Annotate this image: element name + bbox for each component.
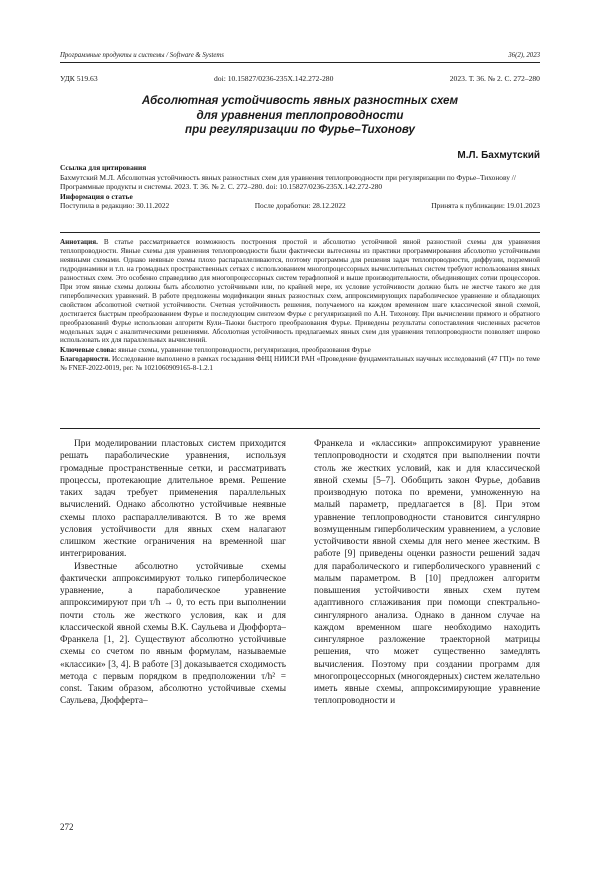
page-number: 272 [60,822,74,832]
journal-issue: 36(2), 2023 [508,52,540,59]
article-title [60,94,540,138]
article-info-heading: Информация о статье [60,191,133,201]
running-head [60,52,540,59]
header-rule [60,62,540,63]
doi: doi: 10.15827/0236-235X.142.272-280 [214,74,334,83]
body-column-left [60,438,286,708]
article-meta [60,74,540,83]
acknowledgements-text: Исследование выполнено в рамках госзадания ФНЦ НИИСИ РАН «Проведение фундаментальных научных исследований (47 ГП)» по теме № FNEF-2022-0019, рег. № 1021060909165-8-1.2.1 [60,355,540,373]
citation-text: Бахмутский М.Л. Абсолютная устойчивость явных разностных схем для уравнения теплопроводности при регуляризации по Фурье–Тихонову // Программные продукты и системы. 2023. Т. 36. № 2. С. 272–280. doi: 10.15827/0236-235X.142.272-280 [60,172,516,192]
title-line: Абсолютная устойчивость явных разностных схем [141,94,459,107]
received-date: Поступила в редакцию: 30.11.2022 [60,201,170,211]
issue-pages: 2023. Т. 36. № 2. С. 272–280 [449,74,540,83]
body-paragraph: Известные абсолютно устойчивые схемы фактически аппроксимируют только гиперболическое уравнение, а параболическое уравнение аппроксимируют при τ/h → 0, то есть при выполнении почти столь же жесткого условия, как и для классической явной схемы В.К. Саульева и Дюффорта–Франкела [1, 2]. Существуют абсолютно устойчивые схемы со счетом по явным формулам, называемые «классики» [3, 4]. В работе [3] доказывается сходимость метода с первым порядком в предположении τ/h² = const. Таким образом, абсолютно устойчивые схемы Саульева, Дюфферта– [60,561,286,707]
abstract-bottom-rule [60,428,540,429]
title-line: для уравнения теплопроводности [196,108,404,122]
abstract-block [60,238,540,373]
journal-page [60,0,540,870]
abstract-top-rule [60,232,540,233]
keywords-label: Ключевые слова: [60,346,117,355]
title-line: при регуляризации по Фурье–Тихонову [185,123,415,136]
article-dates [60,201,540,211]
udk-code: УДК 519.63 [60,74,98,83]
abstract-paragraph [60,238,540,345]
citation-heading: Ссылка для цитирования [60,163,147,172]
acknowledgements-line [60,355,540,373]
revised-date: После доработки: 28.12.2022 [254,201,346,211]
keywords-text: явные схемы, уравнение теплопроводности, регуляризация, преобразования Фурье [118,346,371,355]
citation-block [60,163,540,211]
body-paragraph: Франкела и «классики» аппроксимируют уравнение теплопроводности и сходятся при выполнении почти столь же жестких условий, как и для классической явной схемы [5–7]. Обобщить закон Фурье, добавив производную потока по времени, умноженную на малый параметр, предлагается в [8]. При этом уравнение теплопроводности становится сингулярно возмущенным гиперболическим уравнением, а условие устойчивости явной схемы для него менее жестким. В работе [9] приведены оценки разности решений задач для параболического и гиперболического уравнений с малым параметром. В [10] предложен алгоритм повышения устойчивости явных схем путем адаптивного сглаживания при помощи спектрально-сингулярного анализа. Однако в данном случае на каждом временном шаге необходимо находить сингулярное разложение траекторной матрицы решения, что может существенно замедлять вычисления. Поэтому при создании программ для многопроцессорных (многоядерных) систем желательно иметь явные схемы, аппроксимирующие уравнение теплопроводности и [314,439,540,707]
abstract-label: Аннотация. [60,238,98,246]
keywords-line [60,346,540,355]
abstract-text: В статье рассматривается возможность построения простой и абсолютно устойчивой явной разностной схемы для уравнения теплопроводности. Явные схемы для уравнения теплопроводности были фактически вытеснены из практики программирования абсолютно устойчивыми неявными схемами. Однако неявные схемы плохо распараллеливаются, поэтому программы для решения задач теплопроводности, диффузии, подземной гидродинамики и т.п. на громадных пространственных сетках с использованием многопроцессорных вычислительных систем требуют использования явных разностных схем. Это особенно справедливо для многопроцессорных систем терафлопной и выше производительности, объединяющих сотни процессоров. При этом явные схемы должны быть абсолютно устойчивыми или, по крайней мере, их условие устойчивости должно быть не жестче такого же для гиперболических уравнений. В работе предложены модификации явных разностных схем, аппроксимирующих параболическое уравнение и обладающих свойством абсолютной счетной устойчивости. Счетная устойчивость решения, получаемого на каждом временном шаге классической явной схемой, достигается быстрым преобразованием Фурье и последующим синтезом Фурье с регуляризацией по А.Н. Тихонову. При вычислении прямого и обратного преобразований Фурье использован алгоритм Кули–Тьюки быстрого преобразования Фурье. Приведены результаты сопоставления численных расчетов модельных задач с аналитическими решениями. Абсолютная устойчивость предлагаемых явных схем для уравнения теплопроводности позволяет широко использовать их для параллельных вычислений. [60,238,540,345]
acknowledgements-label: Благодарности. [60,355,111,364]
body-paragraph: При моделировании пластовых систем приходится решать параболические уравнения, используя громадные пространственные сетки, и рассматривать процессы, протекающие длительное время. Решение таких задач требует применения параллельных вычислений. Однако абсолютно устойчивые неявные схемы плохо распараллеливаются. В то же время условия устойчивости для явных схем налагают слишком жесткие ограничения на временной шаг интегрирования. [60,439,286,560]
author-name: М.Л. Бахмутский [457,150,540,161]
journal-name: Программные продукты и системы / Software & Systems [60,52,224,59]
body-column-right [314,438,540,708]
accepted-date: Принята к публикации: 19.01.2023 [431,201,540,211]
